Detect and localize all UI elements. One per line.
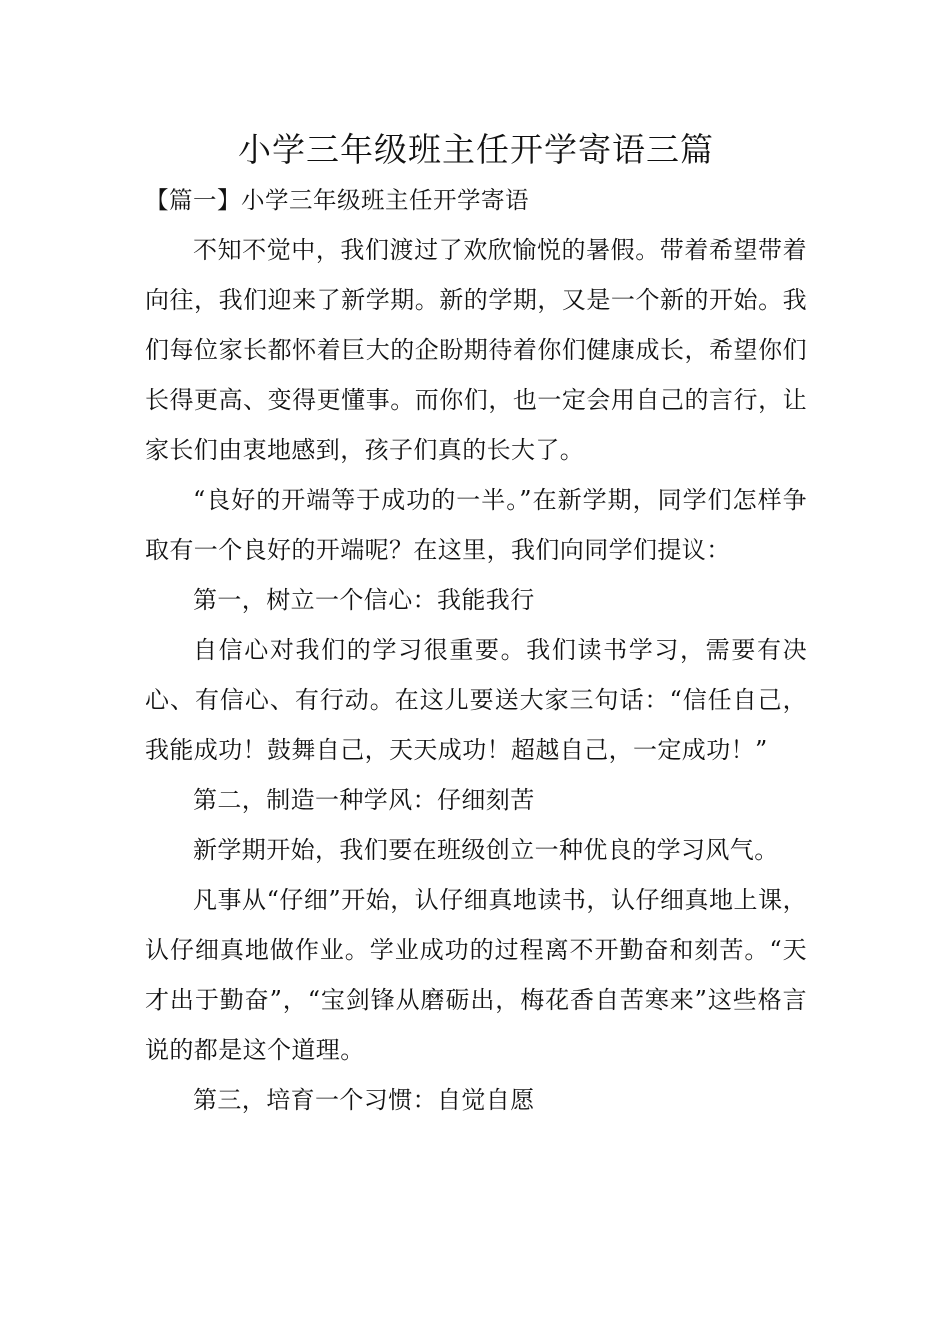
point-heading-third: 第三，培育一个习惯：自觉自愿	[193, 1086, 535, 1114]
point-heading-second: 第二，制造一种学风：仔细刻苦	[193, 786, 535, 814]
paragraph-intro: 不知不觉中，我们渡过了欢欣愉悦的暑假。带着希望带着向往，我们迎来了新学期。新的学期，又是一个新的开始。我们每位家长都怀着巨大的企盼期待着你们健康成长，希望你们长得更高、变得更懂事。而你们，也一定会用自己的言行，让家长们由衷地感到，孩子们真的长大了。	[145, 236, 807, 464]
section-heading: 【篇一】小学三年级班主任开学寄语	[145, 186, 529, 214]
document-page	[145, 120, 807, 1125]
document-title: 小学三年级班主任开学寄语三篇	[238, 130, 714, 169]
point-heading-first: 第一，树立一个信心：我能我行	[193, 586, 535, 614]
paragraph-diligence: 凡事从“仔细”开始，认仔细真地读书，认仔细真地上课，认仔细真地做作业。学业成功的过程离不开勤奋和刻苦。“天才出于勤奋”，“宝剑锋从磨砺出，梅花香自苦寒来”这些格言说的都是这个道理。	[145, 886, 807, 1064]
paragraph-proposal: “良好的开端等于成功的一半。”在新学期，同学们怎样争取有一个良好的开端呢？在这里，我们向同学们提议：	[145, 486, 807, 564]
paragraph-confidence: 自信心对我们的学习很重要。我们读书学习，需要有决心、有信心、有行动。在这儿要送大家三句话：“信任自己，我能成功！鼓舞自己，天天成功！超越自己，一定成功！”	[145, 636, 807, 764]
paragraph-study-style: 新学期开始，我们要在班级创立一种优良的学习风气。	[193, 836, 779, 864]
